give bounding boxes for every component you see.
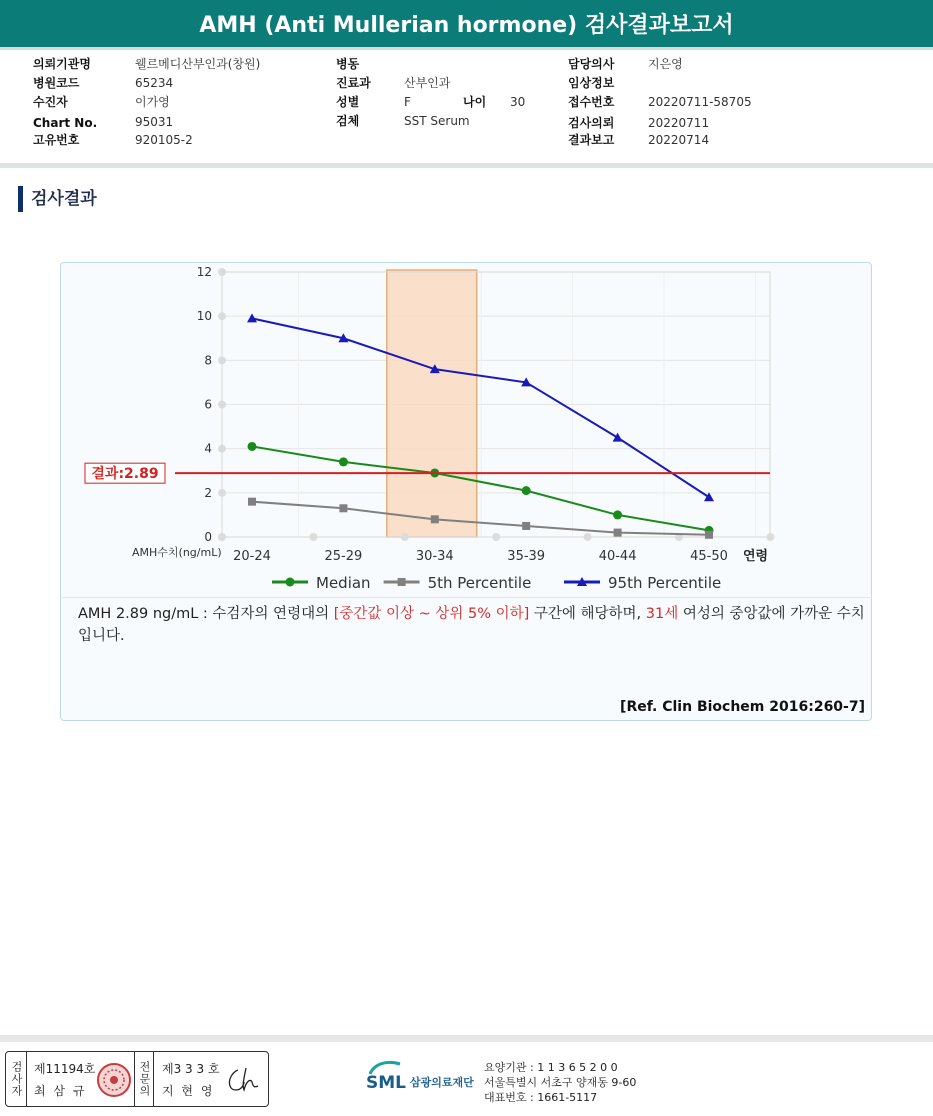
footer-divider: [0, 1035, 933, 1042]
data-point: [522, 522, 530, 530]
data-point: [247, 313, 257, 322]
signature-box: [5, 1051, 269, 1107]
desc-text: AMH 2.89 ng/mL : 수검자의 연령대의: [78, 606, 334, 622]
desc-text: 구간에 해당하며,: [529, 606, 646, 622]
org-line: 대표번호 : 1661-5117: [484, 1091, 598, 1104]
tester-name: 최 삼 규: [34, 1084, 87, 1098]
org-line: 요양기관 : 1 1 3 6 5 2 0 0: [484, 1061, 618, 1074]
org-line: 서울특별시 서초구 양재동 9-60: [484, 1076, 637, 1089]
data-point: [613, 510, 622, 519]
field-label: 결과보고: [568, 133, 615, 147]
x-tick-dot: [492, 533, 500, 541]
data-point: [431, 515, 439, 523]
y-tick-label: 4: [204, 441, 212, 456]
field-value: 이가영: [135, 95, 170, 109]
y-tick-label: 12: [196, 265, 212, 279]
data-point: [704, 492, 714, 501]
field-value: 지은영: [648, 57, 683, 71]
y-tick-label: 2: [204, 485, 212, 500]
field-value: 20220711: [648, 116, 710, 130]
data-point: [339, 504, 347, 512]
field-label: 나이: [463, 95, 487, 109]
x-tick-label: 45-50: [690, 549, 728, 564]
field-label: 성별: [336, 95, 360, 109]
data-point: [613, 433, 623, 442]
field-value: F: [404, 95, 411, 109]
highlight-band: [387, 270, 477, 537]
chart-series: [247, 313, 714, 538]
report-title: AMH (Anti Mullerian hormone) 검사결과보고서: [0, 0, 933, 50]
data-point: [614, 529, 622, 537]
field-label: 고유번호: [33, 133, 80, 147]
y-tick-label: 10: [196, 309, 212, 324]
reference: [Ref. Clin Biochem 2016:260-7]: [620, 699, 865, 715]
x-tick-label: 25-29: [324, 549, 363, 564]
data-point: [248, 442, 257, 451]
y-axis-label: AMH수치(ng/mL): [132, 546, 222, 559]
org-name: 삼광의료재단: [410, 1076, 474, 1089]
field-label: 접수번호: [568, 95, 615, 109]
tester-license: 제11194호: [34, 1062, 96, 1076]
field-label: 병동: [336, 57, 360, 71]
reviewer-name: 지 현 영: [162, 1084, 215, 1098]
section-title: 검사결과: [18, 186, 97, 212]
field-value: 웰르메디산부인과(창원): [135, 57, 261, 71]
signature-icon: [224, 1064, 262, 1096]
desc-text: 여성의 중앙값에 가까운 수치입니다.: [78, 606, 865, 644]
reviewer-label: 전문의: [134, 1052, 154, 1106]
tester-label: 검사자: [6, 1052, 27, 1106]
field-value: 20220714: [648, 133, 710, 147]
field-value: 920105-2: [135, 133, 193, 147]
field-value: SST Serum: [404, 114, 470, 128]
data-point: [398, 578, 406, 586]
org-logo: [364, 1058, 484, 1100]
field-label: Chart No.: [33, 116, 98, 130]
x-tick-dot: [401, 533, 409, 541]
data-point: [248, 498, 256, 506]
chart-legend: [272, 574, 721, 592]
org-logo-text: SML: [366, 1073, 406, 1093]
field-value: 65234: [135, 76, 174, 90]
field-label: 진료과: [336, 76, 371, 90]
x-tick-dot: [309, 533, 317, 541]
legend-label: Median: [316, 574, 371, 592]
desc-age: 31세: [645, 606, 679, 622]
legend-label: 5th Percentile: [427, 574, 532, 592]
result-description: [78, 603, 868, 647]
data-point: [522, 486, 531, 495]
series-line: [252, 318, 709, 497]
y-tick-label: 8: [204, 353, 212, 368]
result-label: 결과:2.89: [91, 466, 159, 483]
field-label: 병원코드: [33, 76, 80, 90]
desc-range: [중간값 이상 ~ 상위 5% 이하]: [333, 606, 530, 622]
series-line: [252, 446, 709, 530]
x-tick-dot: [584, 533, 592, 541]
x-tick-dot: [218, 533, 226, 541]
x-tick-label: 30-34: [415, 549, 454, 564]
field-label: 의뢰기관명: [33, 57, 91, 71]
field-value: 95031: [135, 115, 174, 129]
field-label: 임상정보: [568, 76, 615, 90]
legend-label: 95th Percentile: [608, 574, 722, 592]
chart-grid: [222, 272, 770, 537]
x-tick-label: 20-24: [233, 549, 271, 564]
field-label: 검사의뢰: [568, 116, 615, 130]
y-tick-label: 6: [204, 397, 212, 412]
reviewer-license: 제3 3 3 호: [162, 1062, 220, 1076]
field-label: 검체: [336, 114, 360, 128]
field-value: 산부인과: [404, 76, 451, 90]
field-label: 수진자: [33, 95, 68, 109]
x-tick-label: 40-44: [598, 549, 637, 564]
data-point: [286, 578, 295, 587]
data-point: [339, 457, 348, 466]
org-info: [484, 1060, 636, 1105]
y-tick-label: 0: [204, 530, 212, 544]
field-value: 30: [510, 95, 526, 109]
chart-highlight: [387, 270, 477, 537]
x-tick-dot: [766, 533, 774, 541]
field-label: 담당의사: [568, 57, 615, 71]
x-tick-label: 35-39: [507, 549, 546, 564]
seal-icon: [96, 1062, 132, 1098]
field-value: 20220711-58705: [648, 95, 752, 109]
data-point: [705, 531, 713, 539]
x-axis-label: 연령: [743, 549, 769, 564]
